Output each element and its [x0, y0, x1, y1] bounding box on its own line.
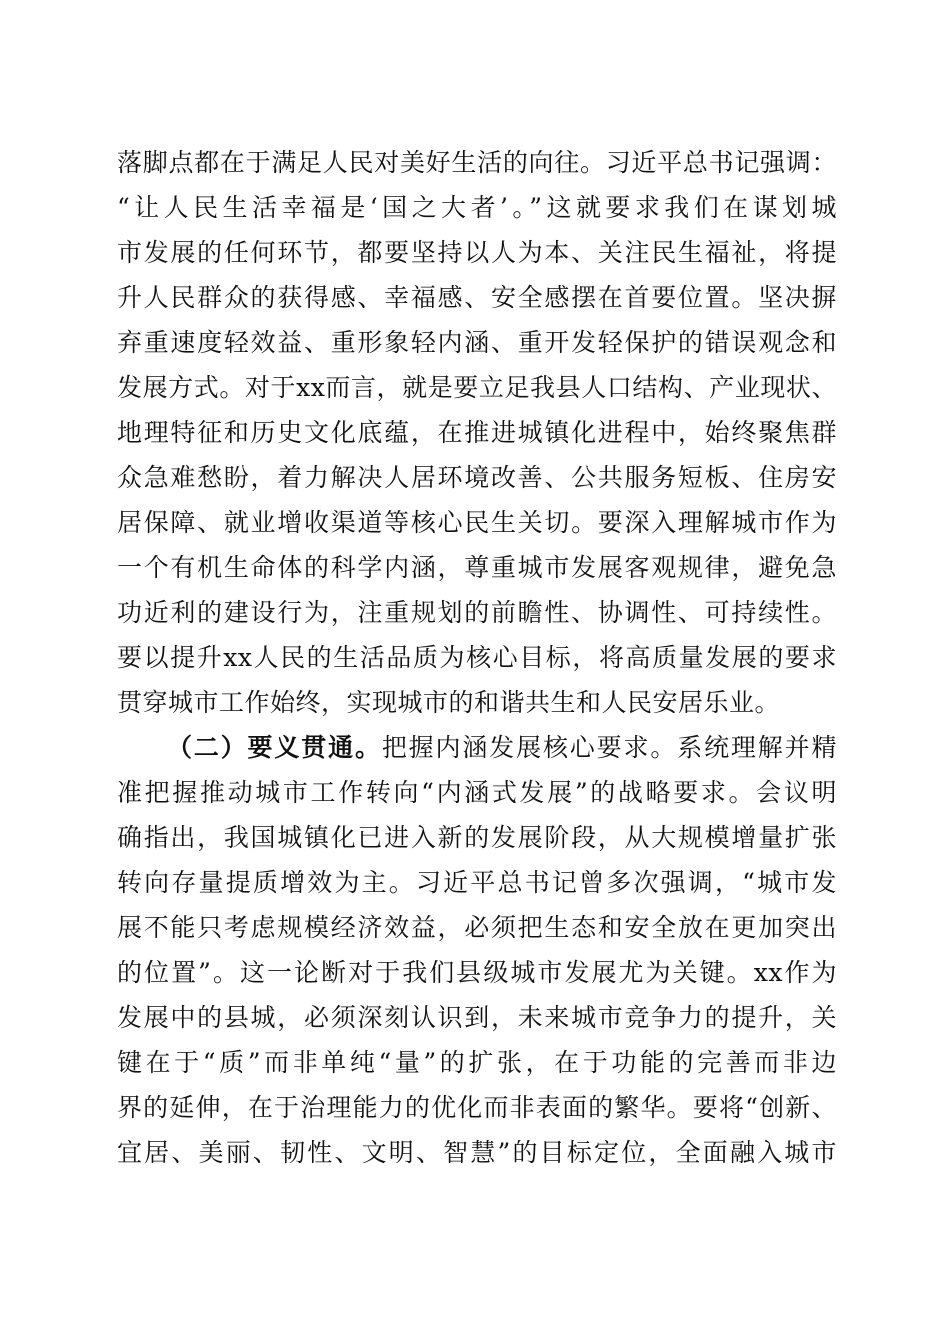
- text-line: 地理特征和历史文化底蕴，在推进城镇化进程中，始终聚焦群: [117, 418, 837, 447]
- text-line: 贯穿城市工作始终，实现城市的和谐共生和人民安居乐业。: [117, 688, 781, 717]
- text-line: “让人民生活幸福是‘国之大者’。”这就要求我们在谋划城: [117, 193, 837, 222]
- text-line: 市发展的任何环节，都要坚持以人为本、关注民生福祉，将提: [117, 238, 837, 267]
- text-line: 展不能只考虑规模经济效益，必须把生态和安全放在更加突出: [117, 913, 837, 942]
- text-line: 的位置”。这一论断对于我们县级城市发展尤为关键。xx作为: [117, 958, 837, 987]
- text-line: 确指出，我国城镇化已进入新的发展阶段，从大规模增量扩张: [117, 823, 837, 852]
- text-line: 居保障、就业增收渠道等核心民生关切。要深入理解城市作为: [117, 508, 837, 537]
- heading-line-text: 把握内涵发展核心要求。系统理解并精: [381, 733, 837, 762]
- text-line: 准把握推动城市工作转向“内涵式发展”的战略要求。会议明: [117, 778, 837, 807]
- text-line: 界的延伸，在于治理能力的优化而非表面的繁华。要将“创新、: [117, 1093, 837, 1122]
- text-line: 宜居、美丽、韧性、文明、智慧”的目标定位，全面融入城市: [117, 1138, 837, 1167]
- text-line: 弃重速度轻效益、重形象轻内涵、重开发轻保护的错误观念和: [117, 328, 837, 357]
- text-line: 发展方式。对于xx而言，就是要立足我县人口结构、产业现状、: [117, 373, 837, 402]
- text-line: 众急难愁盼，着力解决人居环境改善、公共服务短板、住房安: [117, 463, 837, 492]
- text-line: 升人民群众的获得感、幸福感、安全感摆在首要位置。坚决摒: [117, 283, 837, 312]
- section-heading: （二）要义贯通。: [167, 733, 382, 762]
- text-line: 转向存量提质增效为主。习近平总书记曾多次强调，“城市发: [117, 868, 837, 897]
- text-line: 发展中的县城，必须深刻认识到，未来城市竞争力的提升，关: [117, 1003, 837, 1032]
- paragraph-1: [117, 140, 837, 725]
- paragraph-2: [117, 725, 837, 1175]
- text-line: 键在于“质”而非单纯“量”的扩张，在于功能的完善而非边: [117, 1048, 837, 1077]
- paragraph-2-first-line: [117, 725, 837, 770]
- text-line: 要以提升xx人民的生活品质为核心目标，将高质量发展的要求: [117, 643, 837, 672]
- body-text: [117, 140, 837, 1175]
- text-line: 功近利的建设行为，注重规划的前瞻性、协调性、可持续性。: [117, 598, 837, 627]
- text-line: 一个有机生命体的科学内涵，尊重城市发展客观规律，避免急: [117, 553, 837, 582]
- text-line: 落脚点都在于满足人民对美好生活的向往。习近平总书记强调：: [117, 148, 837, 177]
